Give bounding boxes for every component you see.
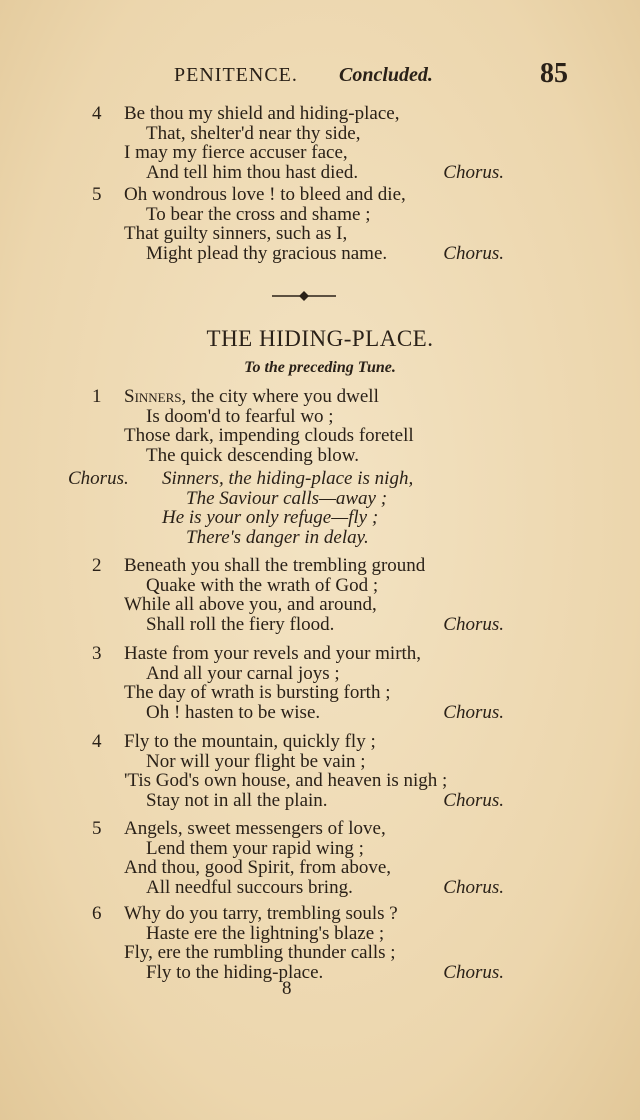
hymn-title: THE HIDING-PLACE. <box>206 326 434 351</box>
chorus-line <box>0 489 640 509</box>
verse-4 <box>0 732 640 810</box>
verse-2 <box>0 556 640 634</box>
signature-mark: 8 <box>282 978 292 999</box>
verse-number: 2 <box>92 555 102 576</box>
verse-line <box>0 878 640 898</box>
header-subtitle: Concluded. <box>339 64 433 86</box>
verse-number: 5 <box>92 818 102 839</box>
chorus-marker: Chorus. <box>443 613 504 635</box>
ornament-diamond <box>299 291 309 301</box>
verse-line <box>0 185 640 205</box>
verse-line <box>0 771 640 791</box>
verse-text: And tell him thou hast died. <box>146 161 359 183</box>
verse-6 <box>0 904 640 982</box>
chorus-label: Chorus. <box>68 468 129 489</box>
verse-number: 5 <box>92 184 102 205</box>
verse-text: All needful succours bring. <box>146 876 353 898</box>
verse-text: Stay not in all the plain. <box>146 789 328 811</box>
verse-line <box>0 224 640 244</box>
verse-text: To bear the cross and shame ; <box>146 203 371 225</box>
verse-text: Why do you tarry, trembling souls ? <box>124 903 398 924</box>
chorus-line <box>0 469 640 489</box>
chorus-marker: Chorus. <box>443 789 504 811</box>
chorus-marker: Chorus. <box>443 961 504 983</box>
chorus-marker: Chorus. <box>443 876 504 898</box>
verse-line <box>0 244 640 264</box>
verse-1 <box>0 387 640 465</box>
verse-line <box>0 576 640 596</box>
verse-text: Fly, ere the rumbling thunder calls ; <box>124 942 396 963</box>
verse-text: Those dark, impending clouds foretell <box>124 425 414 446</box>
verse-text: And thou, good Spirit, from above, <box>124 857 392 878</box>
verse-line <box>0 904 640 924</box>
chorus-block <box>0 469 640 547</box>
verse-3 <box>0 644 640 722</box>
chorus-text: He is your only refuge—fly ; <box>162 507 379 528</box>
verse-line <box>0 615 640 635</box>
verse-line <box>0 664 640 684</box>
verse-text: The day of wrath is bursting forth ; <box>124 682 391 703</box>
prev-verse-4 <box>0 104 640 182</box>
verse-number: 4 <box>92 103 102 124</box>
verse-text: That, shelter'd near thy side, <box>146 122 361 144</box>
verse-line <box>0 819 640 839</box>
verse-line <box>0 683 640 703</box>
header-title: PENITENCE. <box>174 64 298 86</box>
verse-line <box>0 963 640 983</box>
verse-text: And all your carnal joys ; <box>146 662 340 684</box>
running-header <box>0 58 640 94</box>
verse-text: Oh ! hasten to be wise. <box>146 701 321 723</box>
verse-text: Lend them your rapid wing ; <box>146 837 364 859</box>
verse-text: Be thou my shield and hiding-place, <box>124 103 400 124</box>
verse-text: While all above you, and around, <box>124 594 377 615</box>
tune-direction: To the preceding Tune. <box>244 359 396 376</box>
page-number: 85 <box>540 58 568 89</box>
verse-text: The quick descending blow. <box>146 444 359 466</box>
verse-line <box>0 407 640 427</box>
verse-line <box>0 124 640 144</box>
ornament-divider <box>270 289 338 303</box>
verse-line <box>0 387 640 407</box>
verse-text: Haste ere the lightning's blaze ; <box>146 922 385 944</box>
verse-line <box>0 703 640 723</box>
verse-text <box>124 387 379 407</box>
verse-line <box>0 556 640 576</box>
verse-text: Oh wondrous love ! to bleed and die, <box>124 184 406 205</box>
verse-text: Might plead thy gracious name. <box>146 242 388 264</box>
chorus-line <box>0 508 640 528</box>
chorus-marker: Chorus. <box>443 701 504 723</box>
first-line-rest: the city where you dwell <box>186 386 379 407</box>
chorus-line <box>0 528 640 548</box>
verse-text: Nor will your flight be vain ; <box>146 750 366 772</box>
verse-number: 1 <box>92 386 102 407</box>
verse-text: Haste from your revels and your mirth, <box>124 643 422 664</box>
verse-text: Fly to the mountain, quickly fly ; <box>124 731 376 752</box>
verse-text: Beneath you shall the trembling ground <box>124 555 426 576</box>
chorus-text: The Saviour calls—away ; <box>186 487 388 509</box>
verse-text: Is doom'd to fearful wo ; <box>146 405 334 427</box>
verse-line <box>0 104 640 124</box>
first-word: Sinners, <box>124 386 187 407</box>
verse-line <box>0 446 640 466</box>
verse-line <box>0 752 640 772</box>
verse-number: 3 <box>92 643 102 664</box>
verse-text: Quake with the wrath of God ; <box>146 574 379 596</box>
verse-line <box>0 644 640 664</box>
verse-line <box>0 791 640 811</box>
verse-text: Angels, sweet messengers of love, <box>124 818 386 839</box>
verse-line <box>0 143 640 163</box>
verse-line <box>0 924 640 944</box>
chorus-text: There's danger in delay. <box>186 526 369 548</box>
verse-line <box>0 943 640 963</box>
verse-text: That guilty sinners, such as I, <box>124 223 348 244</box>
verse-5 <box>0 819 640 897</box>
verse-text: Shall roll the fiery flood. <box>146 613 335 635</box>
verse-line <box>0 732 640 752</box>
verse-line <box>0 858 640 878</box>
verse-line <box>0 426 640 446</box>
prev-verse-5 <box>0 185 640 263</box>
verse-line <box>0 205 640 225</box>
chorus-text: Sinners, the hiding-place is nigh, <box>162 468 414 489</box>
chorus-marker: Chorus. <box>443 242 504 264</box>
verse-line <box>0 163 640 183</box>
verse-number: 6 <box>92 903 102 924</box>
verse-line <box>0 839 640 859</box>
verse-text: Fly to the hiding-place. <box>146 961 324 983</box>
verse-text: 'Tis God's own house, and heaven is nigh ; <box>124 770 448 791</box>
verse-text: I may my fierce accuser face, <box>124 142 348 163</box>
verse-line <box>0 595 640 615</box>
chorus-marker: Chorus. <box>443 161 504 183</box>
verse-number: 4 <box>92 731 102 752</box>
